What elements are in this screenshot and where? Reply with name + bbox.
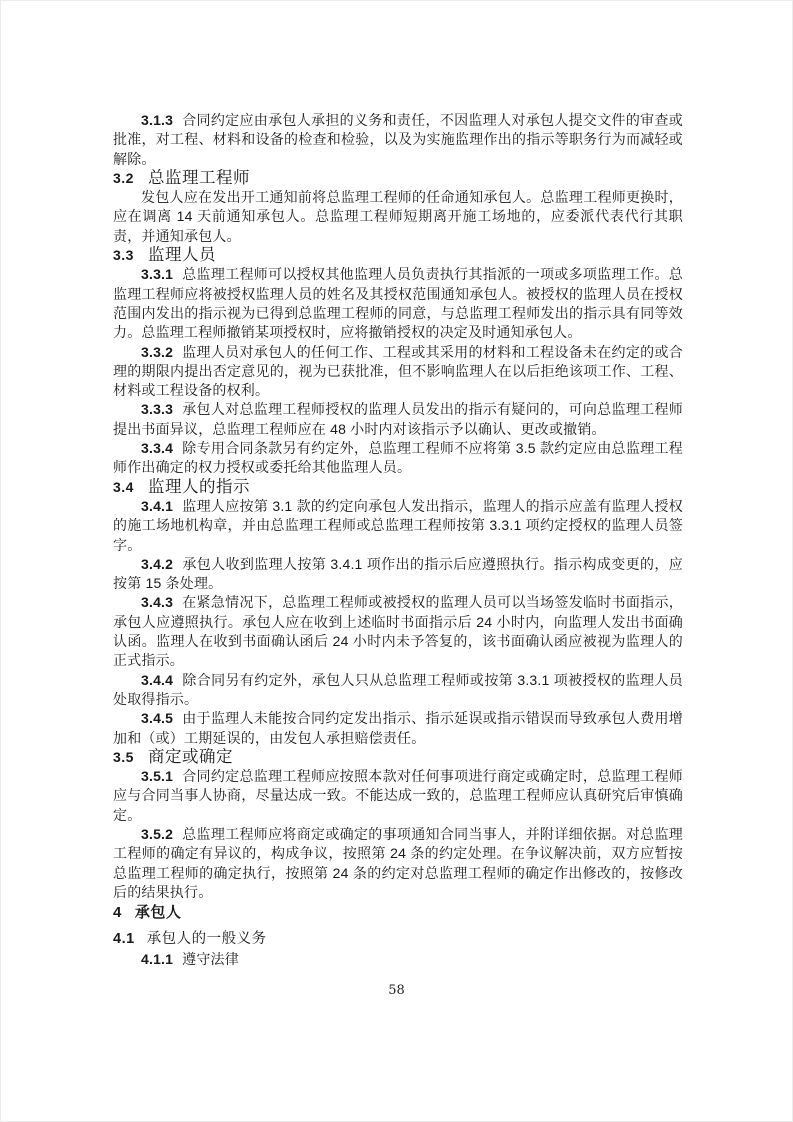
item-text: 监理人应按第 3.1 款的约定向承包人发出指示，监理人的指示应盖有监理人授权的施工场地机构章，并由总监理工程师或总监理工程师按第 3.3.1 项约定授权的监理人员签字。 bbox=[113, 497, 683, 553]
item-number: 3.3.3 bbox=[141, 401, 174, 418]
item-number: 3.5.2 bbox=[141, 825, 174, 842]
item-4.1.1 bbox=[113, 950, 683, 969]
item-text: 发包人应在发出开工通知前将总监理工程师的任命通知承包人。总监理工程师更换时，应在调离 14 天前通知承包人。总监理工程师短期离开施工场地的，应委派代表代行其职责，并通知承包人。 bbox=[113, 189, 683, 244]
item-3.4.2 bbox=[113, 555, 683, 594]
item-text: 除合同另有约定外，承包人只从总监理工程师或按第 3.3.1 项被授权的监理人员处取得指示。 bbox=[113, 671, 683, 707]
item-text: 承包人对总监理工程师授权的监理人员发出的指示有疑问的，可向总监理工程师提出书面异议，总监理工程师应在 48 小时内对该指示予以确认、更改或撤销。 bbox=[113, 401, 683, 437]
item-3.3.2 bbox=[113, 343, 683, 401]
item-3.4.3 bbox=[113, 593, 683, 670]
item-text: 总监理工程师 bbox=[147, 168, 250, 187]
item-number: 3.3.4 bbox=[141, 440, 174, 457]
item-number: 3.5.1 bbox=[141, 768, 174, 785]
item-text: 总监理工程师应将商定或确定的事项通知合同当事人，并附详细依据。对总监理工程师的确定有异议的，构成争议，按照第 24 条的约定处理。在争议解决前，双方应暂按总监理工程师的确定执行，按照第 24 条的约定对总监理工程师的确定作出修改的，按修改后的结果执行。 bbox=[113, 825, 683, 900]
item-number: 3.1.3 bbox=[141, 112, 174, 128]
item-text: 承包人 bbox=[134, 904, 182, 922]
item-text: 商定或确定 bbox=[147, 747, 233, 766]
item-3.5.2 bbox=[113, 825, 683, 902]
item-text: 遵守法律 bbox=[182, 950, 239, 967]
item-text: 承包人收到监理人按第 3.4.1 项作出的指示后应遵照执行。指示构成变更的，应按第 15 条处理。 bbox=[113, 555, 683, 592]
item-3.3.4 bbox=[113, 439, 683, 478]
item-number: 3.4.2 bbox=[141, 555, 174, 572]
item-text: 除专用合同条款另有约定外，总监理工程师不应将第 3.5 款约定应由总监理工程师作出确定的权力授权或委托给其他监理人员。 bbox=[113, 440, 683, 476]
item-3.1.3 bbox=[113, 111, 683, 169]
item-number: 3.4.5 bbox=[141, 710, 174, 727]
item-number: 3.3 bbox=[113, 247, 134, 264]
item-number: 3.4 bbox=[113, 478, 134, 495]
item-number: 4.1.1 bbox=[141, 950, 174, 967]
item-number: 3.2 bbox=[113, 169, 134, 186]
document-body bbox=[113, 111, 683, 969]
item-text: 监理人的指示 bbox=[147, 477, 250, 496]
item-number: 3.4.3 bbox=[141, 594, 174, 611]
item-text: 由于监理人未能按合同约定发出指示、指示延误或指示错误而导致承包人费用增加和（或）工期延误的，由发包人承担赔偿责任。 bbox=[113, 710, 683, 746]
item-text: 合同约定总监理工程师应按照本款对任何事项进行商定或确定时，总监理工程师应与合同当事人协商，尽量达成一致。不能达成一致的，总监理工程师应认真研究后审慎确定。 bbox=[113, 768, 683, 823]
item-text: 合同约定应由承包人承担的义务和责任，不因监理人对承包人提交文件的审查或批准，对工程、材料和设备的检查和检验，以及为实施监理作出的指示等职务行为而减轻或解除。 bbox=[113, 112, 683, 167]
item-3.3.3 bbox=[113, 400, 683, 439]
item-3.4.4 bbox=[113, 671, 683, 710]
item-3.3 bbox=[113, 246, 683, 265]
item-text: 承包人的一般义务 bbox=[146, 931, 267, 948]
item-number: 3.5 bbox=[113, 748, 134, 765]
item-text: 监理人员对承包人的任何工作、工程或其采用的材料和工程设备未在约定的或合理的期限内提出否定意见的，视为已获批准，但不影响监理人在以后拒绝该项工作、工程、材料或工程设备的权利。 bbox=[113, 343, 683, 399]
item-3.4.5 bbox=[113, 709, 683, 748]
item-number: 4 bbox=[113, 904, 122, 922]
item-3.4 bbox=[113, 478, 683, 497]
item-3.5.1 bbox=[113, 767, 683, 825]
item-3.2 bbox=[113, 169, 683, 188]
item-text: 在紧急情况下，总监理工程师或被授权的监理人员可以当场签发临时书面指示，承包人应遵照执行。承包人应在收到上述临时书面指示后 24 小时内，向监理人发出书面确认函。监理人在收到书面确认函后 24 小时内未予答复的，该书面确认函应被视为监理人的正式指示。 bbox=[113, 594, 683, 669]
paragraph bbox=[113, 188, 683, 246]
page-number: 58 bbox=[388, 983, 405, 998]
item-3.3.1 bbox=[113, 265, 683, 342]
item-text: 总监理工程师可以授权其他监理人员负责执行其指派的一项或多项监理工作。总监理工程师应将被授权监理人员的姓名及其授权范围通知承包人。被授权的监理人员在授权范围内发出的指示视为已得到总监理工程师的同意，与总监理工程师发出的指示具有同等效力。总监理工程师撤销某项授权时，应将撤销授权的决定及时通知承包人。 bbox=[113, 266, 683, 341]
item-number: 3.3.1 bbox=[141, 266, 174, 283]
item-4 bbox=[113, 903, 683, 922]
item-text: 监理人员 bbox=[147, 246, 216, 265]
item-3.5 bbox=[113, 748, 683, 767]
item-number: 3.4.4 bbox=[141, 671, 174, 688]
item-4.1 bbox=[113, 930, 683, 949]
item-number: 3.4.1 bbox=[141, 497, 174, 514]
item-3.4.1 bbox=[113, 497, 683, 555]
item-number: 4.1 bbox=[113, 931, 135, 948]
item-number: 3.3.2 bbox=[141, 343, 174, 360]
